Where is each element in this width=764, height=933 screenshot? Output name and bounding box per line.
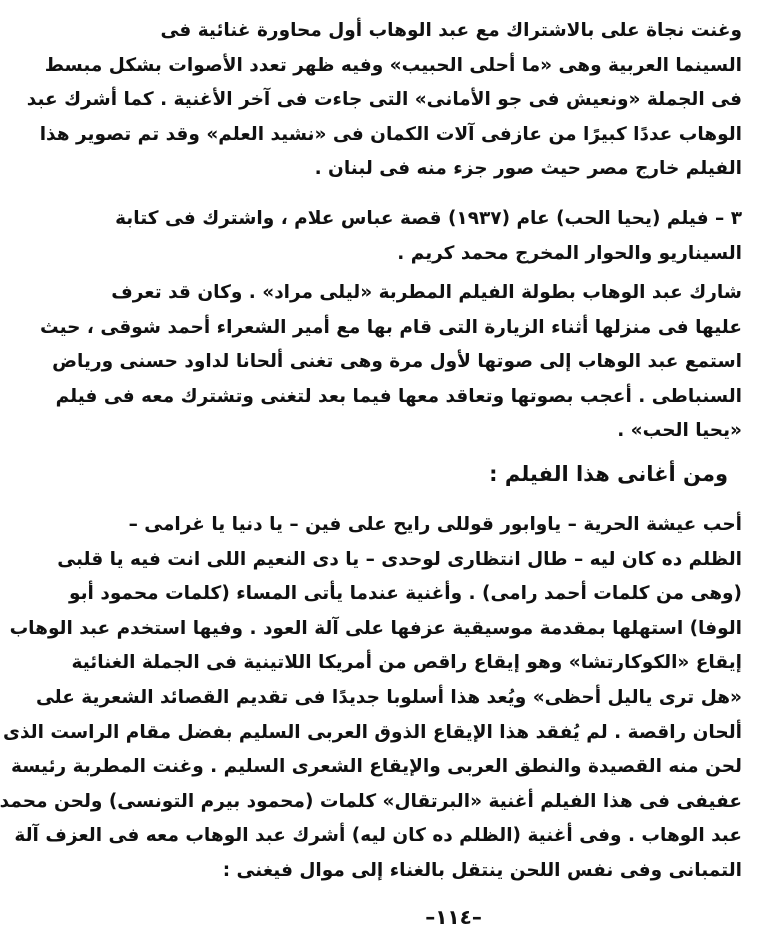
text-line: السينما العربية وهى «ما أحلى الحبيب» وفيه ظهر تعدد الأصوات بشكل مبسط [44,54,742,76]
paragraph-layla-murad [40,276,742,449]
text-line: وغنت نجاة على بالاشتراك مع عبد الوهاب أول محاورة غنائية فى [160,20,742,41]
text-line: ألحان راقصة . لم يُفقد هذا الإيقاع الذوق العربى السليم بفضل مقام الراست الذى [3,721,742,743]
text-line: السيناريو والحوار المخرج محمد كريم . [397,242,742,264]
text-line: ٣ – فيلم (يحيا الحب) عام (١٩٣٧) قصة عباس علام ، واشترك فى كتابة [115,208,742,229]
text-line: السنباطى . أعجب بصوتها وتعاقد معها فيما بعد لتغنى وتشترك معه فى فيلم [55,385,742,407]
section-heading: ومن أغانى هذا الفيلم : [489,462,728,486]
text-line: شارك عبد الوهاب بطولة الفيلم المطربة «ليلى مراد» . وكان قد تعرف [111,282,742,303]
text-line: الوهاب عددًا كبيرًا من عازفى آلات الكمان فى «نشيد العلم» وقد تم تصوير هذا [39,123,742,145]
text-line: أحب عيشة الحرية – ياوابور قوللى رايح على فين – يا دنيا يا غرامى – [128,514,742,535]
text-line: الفيلم خارج مصر حيث صور جزء منه فى لبنان . [314,158,742,180]
text-line: إيقاع «الكوكارتشا» وهو إيقاع راقص من أمريكا اللاتينية فى الجملة الغنائية [71,652,742,674]
text-line: الوفا) استهلها بمقدمة موسيقية عزفها على آلة العود . وفيها استخدم عبد الوهاب [9,617,742,639]
paragraph-najat-duet [26,14,742,187]
paragraph-film-songs [0,508,742,889]
paragraph-film-yahya-el-hob [115,202,742,271]
book-page [0,14,742,923]
text-line: الظلم ده كان ليه – طال انتظارى لوحدى – يا دى النعيم اللى انت فيه يا قلبى [57,548,742,570]
text-line: «يحيا الحب» . [617,420,742,442]
text-line: (وهى من كلمات أحمد رامى) . وأغنية عندما يأتى المساء (كلمات محمود أبو [69,583,742,605]
text-line: عليها فى منزلها أثناء الزيارة التى قام بها مع أمير الشعراء أحمد شوقى ، حيث [40,316,742,338]
text-line: عبد الوهاب . وفى أغنية (الظلم ده كان ليه) أشرك عبد الوهاب معه فى العزف آلة [14,825,742,847]
text-line: عفيفى فى هذا الفيلم أغنية «البرتقال» كلمات (محمود بيرم التونسى) ولحن محمد [0,790,742,812]
text-line: لحن منه القصيدة والنطق العربى والإيقاع الشعرى السليم . وغنت المطربة رئيسة [10,756,742,778]
text-line: «هل ترى ياليل أحظى» ويُعد هذا أسلوبا جديدًا فى تقديم القصائد الشعرية على [35,686,742,708]
page-number: –١١٤– [425,905,482,929]
text-line: التمبانى وفى نفس اللحن ينتقل بالغناء إلى موال فيغنى : [222,859,742,881]
text-line: فى الجملة «ونعيش فى جو الأمانى» التى جاءت فى آخر الأغنية . كما أشرك عبد [26,89,742,111]
text-line: استمع عبد الوهاب إلى صوتها لأول مرة وهى تغنى ألحانا لداود حسنى ورياض [52,351,742,373]
